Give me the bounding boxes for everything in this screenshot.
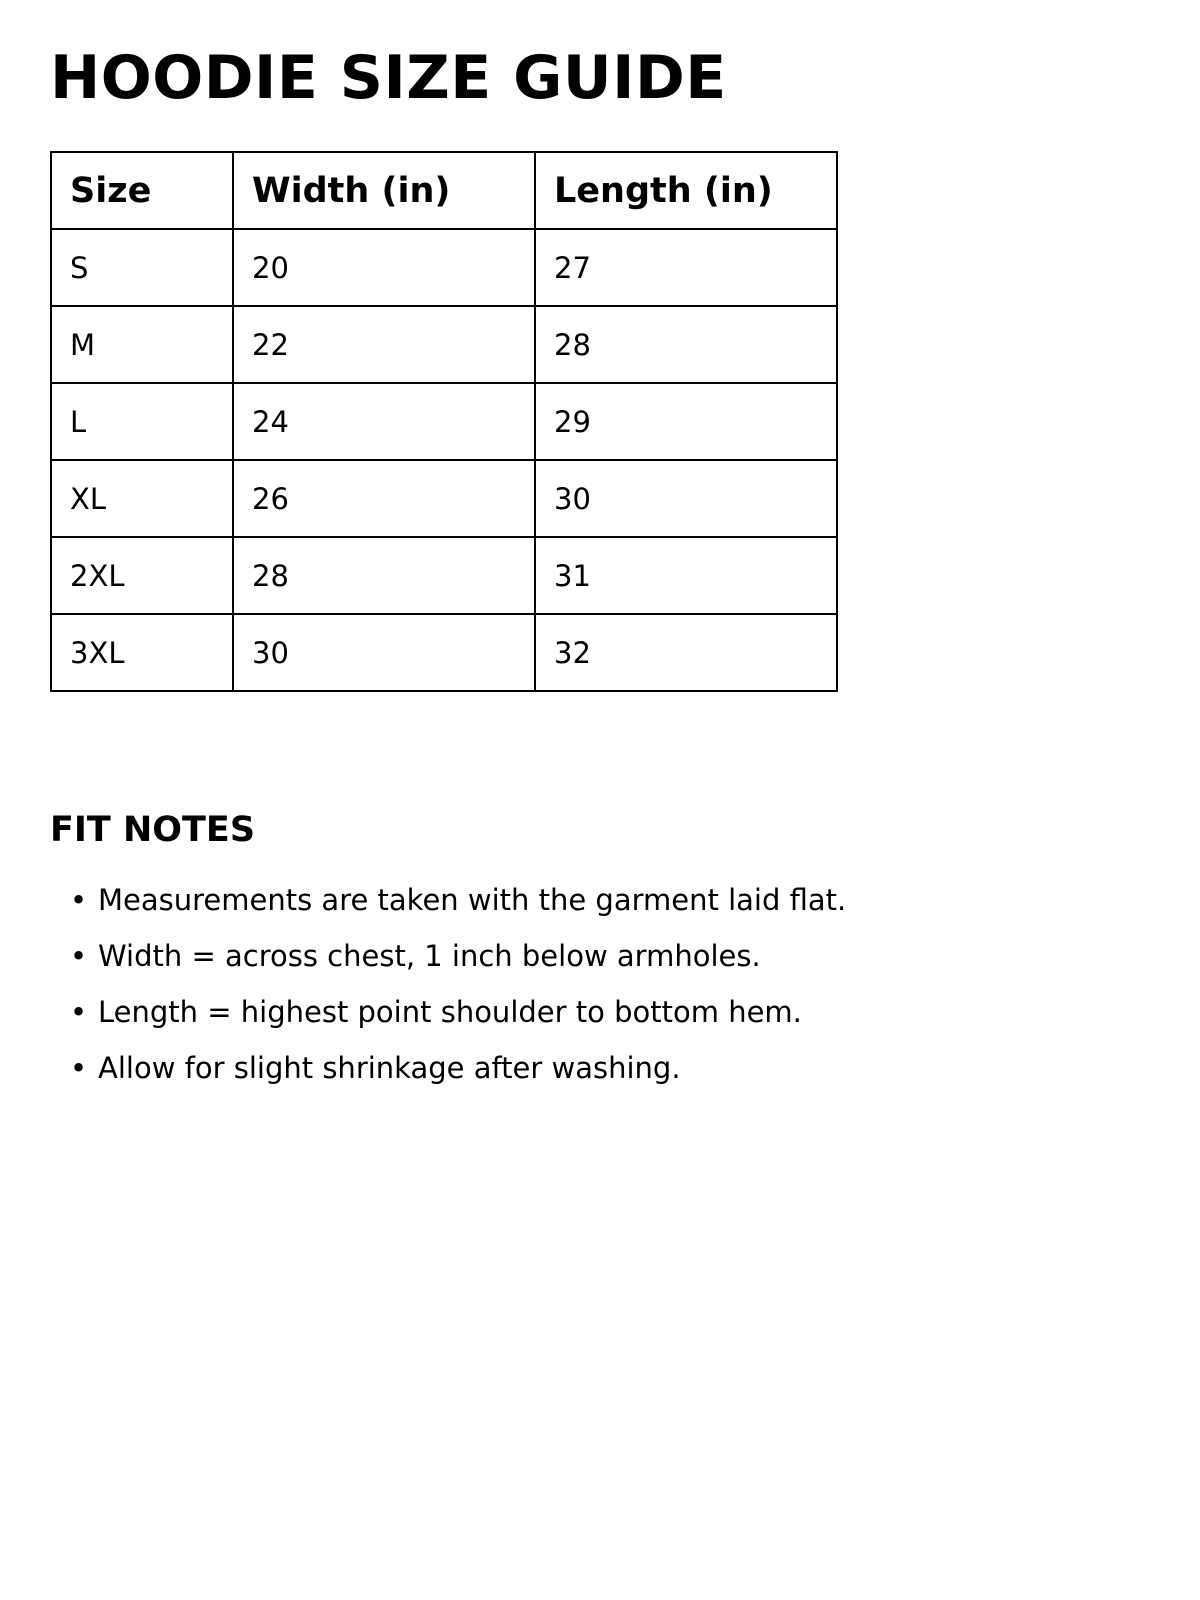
- cell-length: 28: [535, 306, 837, 383]
- cell-width: 24: [233, 383, 535, 460]
- bullet-icon: •: [70, 995, 88, 1029]
- cell-length: 31: [535, 537, 837, 614]
- note-text: Width = across chest, 1 inch below armholes.: [98, 939, 761, 973]
- table-row: [51, 306, 837, 383]
- cell-width: 22: [233, 306, 535, 383]
- cell-width: 30: [233, 614, 535, 691]
- header-size: Size: [51, 152, 233, 229]
- list-item: [70, 928, 846, 984]
- note-text: Measurements are taken with the garment laid flat.: [98, 883, 847, 917]
- table-row: [51, 383, 837, 460]
- page-title: HOODIE SIZE GUIDE: [50, 43, 727, 113]
- table-row: [51, 229, 837, 306]
- cell-size: L: [51, 383, 233, 460]
- cell-length: 29: [535, 383, 837, 460]
- cell-size: 2XL: [51, 537, 233, 614]
- bullet-icon: •: [70, 939, 88, 973]
- list-item: [70, 872, 846, 928]
- note-text: Length = highest point shoulder to bottom hem.: [98, 995, 802, 1029]
- cell-size: M: [51, 306, 233, 383]
- cell-size: XL: [51, 460, 233, 537]
- table-row: [51, 614, 837, 691]
- table-row: [51, 460, 837, 537]
- cell-length: 30: [535, 460, 837, 537]
- table-header-row: [51, 152, 837, 229]
- list-item: [70, 984, 846, 1040]
- fit-notes-heading: FIT NOTES: [50, 810, 256, 850]
- bullet-icon: •: [70, 1051, 88, 1085]
- cell-size: S: [51, 229, 233, 306]
- cell-width: 28: [233, 537, 535, 614]
- fit-notes-list: [70, 872, 846, 1096]
- cell-length: 27: [535, 229, 837, 306]
- header-width: Width (in): [233, 152, 535, 229]
- cell-size: 3XL: [51, 614, 233, 691]
- cell-width: 20: [233, 229, 535, 306]
- header-length: Length (in): [535, 152, 837, 229]
- size-table: [50, 151, 838, 692]
- bullet-icon: •: [70, 883, 88, 917]
- list-item: [70, 1040, 846, 1096]
- note-text: Allow for slight shrinkage after washing.: [98, 1051, 681, 1085]
- cell-length: 32: [535, 614, 837, 691]
- cell-width: 26: [233, 460, 535, 537]
- table-row: [51, 537, 837, 614]
